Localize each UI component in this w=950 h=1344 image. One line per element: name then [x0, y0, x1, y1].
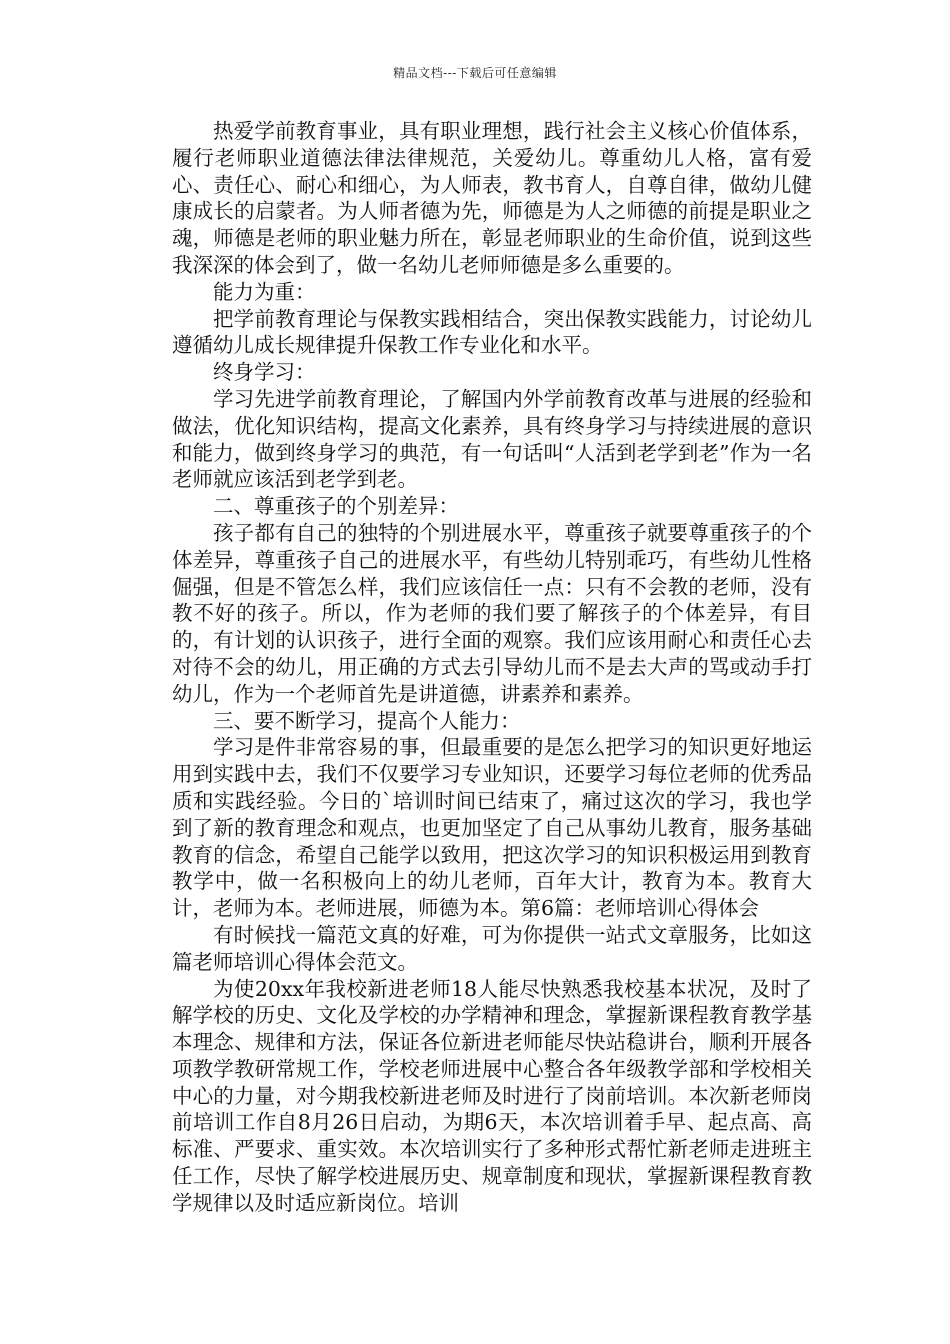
paragraph: 终身学习： — [213, 360, 316, 385]
paragraph: 把学前教育理论与保教实践相结合，突出保教实践能力，讨论幼儿遵循幼儿成长规律提升保教工作专业化和水平。 — [172, 306, 812, 358]
paragraph: 能力为重： — [213, 279, 316, 304]
paragraph: 有时候找一篇范文真的好难，可为你提供一站式文章服务，比如这篇老师培训心得体会范文。 — [172, 922, 812, 974]
paragraph: 学习是件非常容易的事，但最重要的是怎么把学习的知识更好地运用到实践中去，我们不仅要学习专业知识，还要学习每位老师的优秀品质和实践经验。今日的`培训时间已结束了，痛过这次的学习，我也学到了新的教育理念和观点，也更加坚定了自己从事幼儿教育，服务基础教育的信念，希望自己能学以致用，把这次学习的知识积极运用到教育教学中，做一名积极向上的幼儿老师，百年大计，教育为本。教育大计，老师为本。老师进展，师德为本。第6篇：老师培训心得体会 — [172, 735, 812, 921]
paragraph: 热爱学前教育事业，具有职业理想，践行社会主义核心价值体系，履行老师职业道德法律法律规范，关爱幼儿。尊重幼儿人格，富有爱心、责任心、耐心和细心，为人师表，教书育人，自尊自律，做幼儿健康成长的启蒙者。为人师者德为先，师德是为人之师德的前提是职业之魂，师德是老师的职业魅力所在，彰显老师职业的生命价值，说到这些我深深的体会到了，做一名幼儿老师师德是多么重要的。 — [172, 119, 812, 277]
paragraph: 为使20xx年我校新进老师18人能尽快熟悉我校基本状况，及时了解学校的历史、文化及学校的办学精神和理念，掌握新课程教育教学基本理念、规律和方法，保证各位新进老师能尽快站稳讲台，顺利开展各项教学教研常规工作，学校老师进展中心整合各年级教学部和学校相关中心的力量，对今期我校新进老师及时进行了岗前培训。本次新老师岗前培训工作自8月26日启动，为期6天，本次培训着手早、起点高、高标准、严要求、重实效。本次培训实行了多种形式帮忙新老师走进班主任工作，尽快了解学校进展历史、规章制度和现状，掌握新课程教育教学规律以及时适应新岗位。培训 — [172, 976, 812, 1215]
paragraph: 学习先进学前教育理论，了解国内外学前教育改革与进展的经验和做法，优化知识结构，提高文化素养，具有终身学习与持续进展的意识和能力，做到终身学习的典范，有一句话叫“人活到老学到老”作为一名老师就应该活到老学到老。 — [172, 386, 812, 492]
section-heading: 三、要不断学习，提高个人能力： — [213, 708, 521, 733]
section-heading: 二、尊重孩子的个别差异： — [213, 494, 459, 519]
paragraph: 孩子都有自己的独特的个别进展水平，尊重孩子就要尊重孩子的个体差异，尊重孩子自己的进展水平，有些幼儿特别乖巧，有些幼儿性格倔强，但是不管怎么样，我们应该信任一点：只有不会教的老师，没有教不好的孩子。所以，作为老师的我们要了解孩子的个体差异，有目的，有计划的认识孩子，进行全面的观察。我们应该用耐心和责任心去对待不会的幼儿，用正确的方式去引导幼儿而不是去大声的骂或动手打幼儿，作为一个老师首先是讲道德，讲素养和素养。 — [172, 520, 812, 706]
document-body — [172, 118, 812, 1217]
page-header: 精品文档---下载后可任意编辑 — [393, 66, 557, 80]
